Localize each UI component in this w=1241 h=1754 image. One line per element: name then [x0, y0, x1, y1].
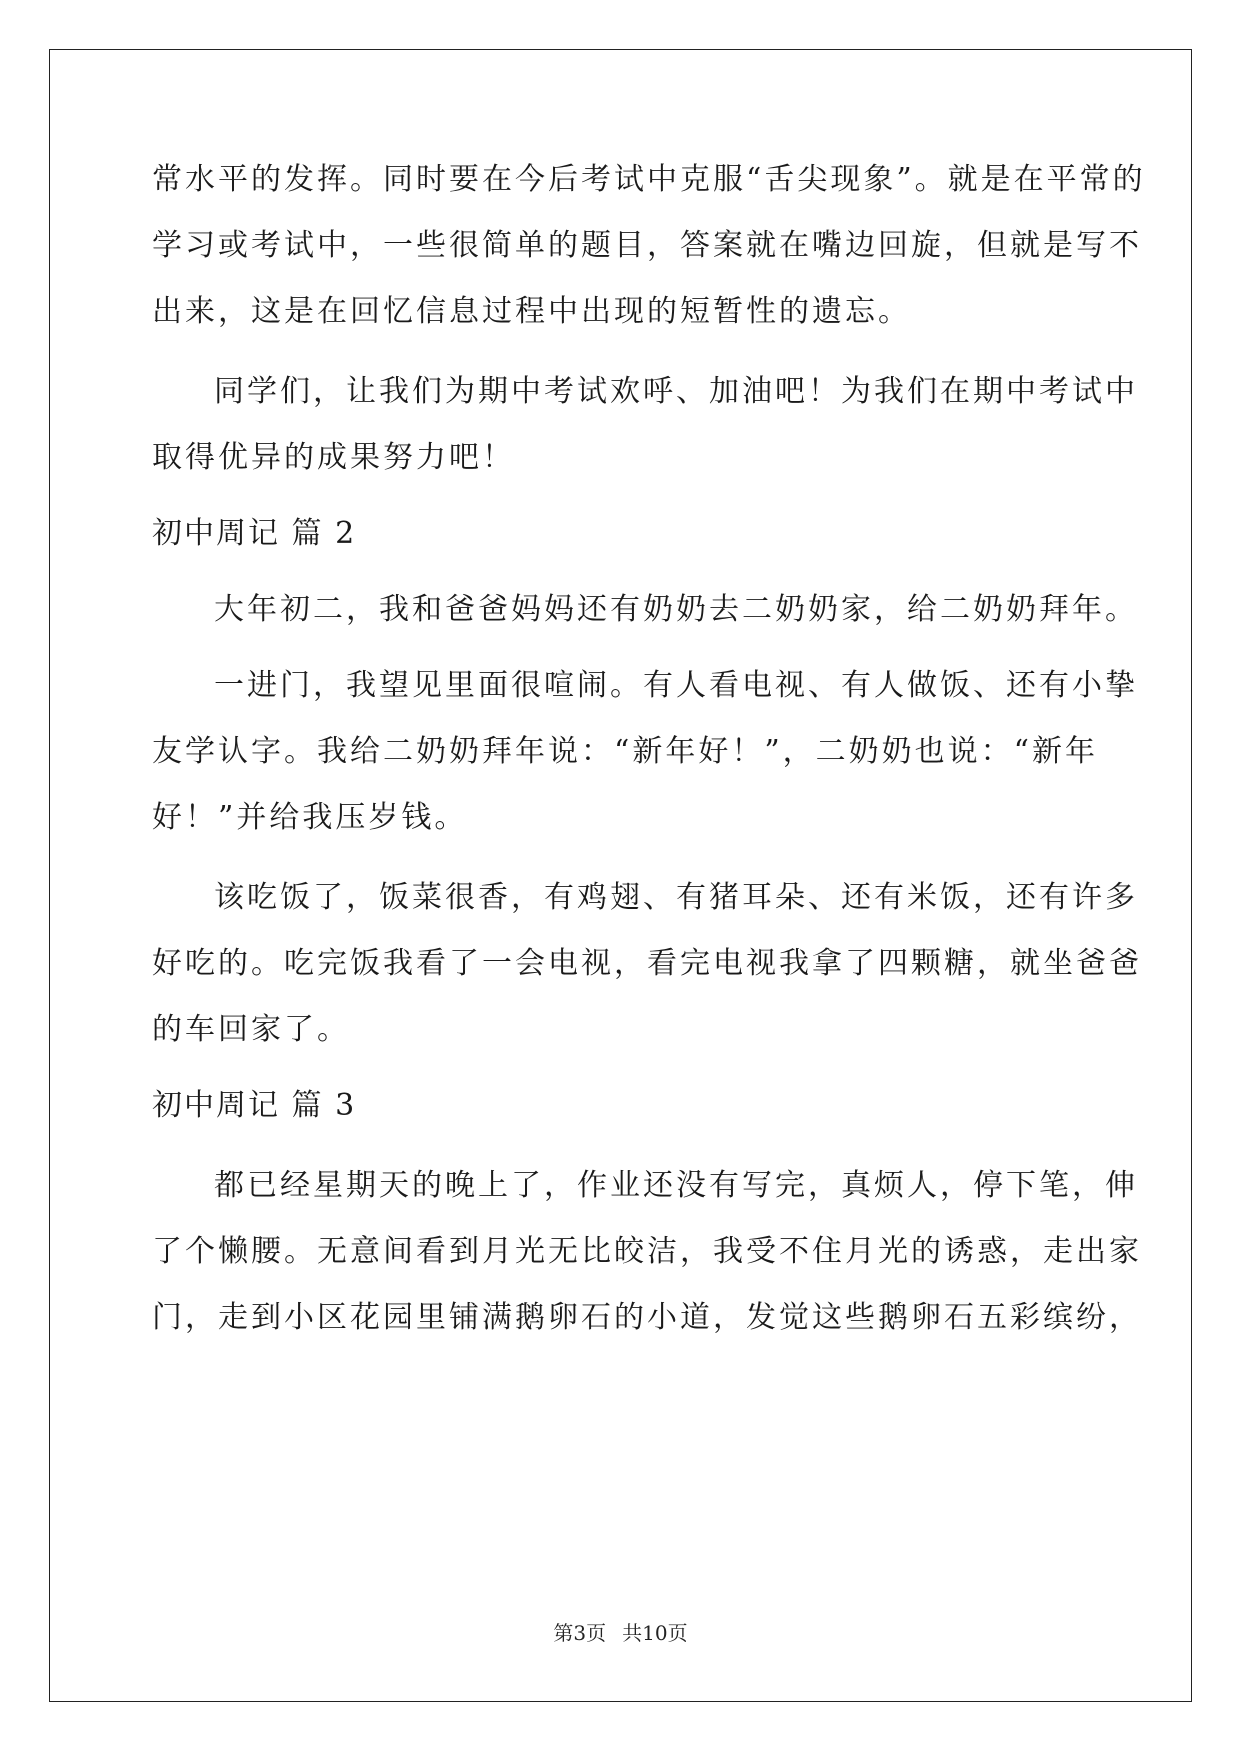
paragraph-first-line: 都已经星期天的晚上了，作业还没有写完，真烦人，停下笔，伸 — [214, 1168, 1138, 1203]
paragraph-first-line: 大年初二，我和爸爸妈妈还有奶奶去二奶奶家，给二奶奶拜年。 — [214, 592, 1138, 627]
text-line: 好！”并给我压岁钱。 — [152, 800, 468, 835]
text-line: 学习或考试中，一些很简单的题目，答案就在嘴边回旋，但就是写不 — [152, 228, 1142, 263]
text-line: 常水平的发挥。同时要在今后考试中克服“舌尖现象”。就是在平常的 — [152, 162, 1146, 197]
section-heading-3: 初中周记 篇 3 — [152, 1088, 357, 1123]
text-line: 了个懒腰。无意间看到月光无比皎洁，我受不住月光的诱惑，走出家 — [152, 1234, 1142, 1269]
text-line: 门，走到小区花园里铺满鹅卵石的小道，发觉这些鹅卵石五彩缤纷， — [152, 1300, 1142, 1335]
paragraph-first-line: 一进门，我望见里面很喧闹。有人看电视、有人做饭、还有小挚 — [214, 668, 1138, 703]
text-line: 的车回家了。 — [152, 1012, 350, 1047]
section-heading-2: 初中周记 篇 2 — [152, 516, 357, 551]
paragraph-first-line: 该吃饭了，饭菜很香，有鸡翅、有猪耳朵、还有米饭，还有许多 — [214, 880, 1138, 915]
text-line: 友学认字。我给二奶奶拜年说：“新年好！”，二奶奶也说：“新年 — [152, 734, 1099, 769]
text-line: 取得优异的成果努力吧！ — [152, 440, 515, 475]
text-line: 出来，这是在回忆信息过程中出现的短暂性的遗忘。 — [152, 294, 911, 329]
page-number-current: 第3页 — [553, 1621, 607, 1645]
paragraph-first-line: 同学们，让我们为期中考试欢呼、加油吧！为我们在期中考试中 — [214, 374, 1138, 409]
text-line: 好吃的。吃完饭我看了一会电视，看完电视我拿了四颗糖，就坐爸爸 — [152, 946, 1142, 981]
page-footer — [0, 1620, 1241, 1646]
page-number-total: 共10页 — [622, 1621, 688, 1645]
